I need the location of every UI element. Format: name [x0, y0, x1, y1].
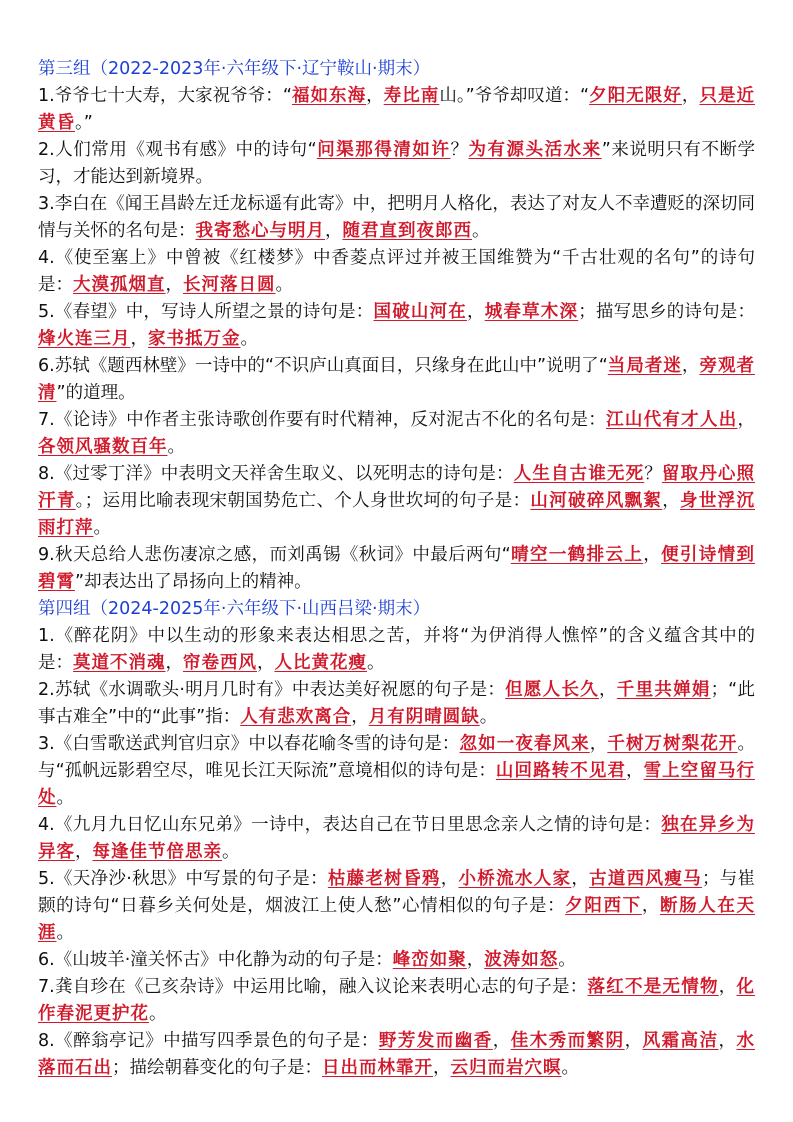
answer-text: 小桥流水人家: [458, 869, 572, 889]
question-text: ”来说明只有不断学习，才能达到新境界。: [38, 140, 756, 187]
question-text: ，: [599, 680, 617, 700]
answer-text: 大漠孤烟直: [73, 275, 166, 295]
question-item: [38, 812, 755, 866]
question-item: [38, 1028, 755, 1082]
question-text: ，: [718, 1031, 737, 1051]
question-text: ，: [681, 356, 700, 376]
answer-text: 莫道不消魂: [73, 653, 166, 673]
question-text: ，: [718, 977, 737, 997]
question-text: ，: [440, 869, 459, 889]
question-text: 。: [472, 221, 490, 241]
answer-text: 但愿人长久: [505, 680, 600, 700]
answer-text: 我寄愁心与明月: [195, 221, 325, 241]
question-text: 6.苏轼《题西林壁》一诗中的“不识庐山真面目，只缘身在此山中”说明了“: [38, 356, 608, 376]
question-text: 。: [56, 788, 74, 808]
question-text: ，: [165, 275, 183, 295]
question-text: ；描写思乡的诗句是：: [578, 302, 756, 322]
question-text: 。: [167, 437, 185, 457]
question-item: [38, 866, 755, 947]
group-title: 第三组（2022-2023年·六年级下·辽宁鞍山·期末）: [38, 59, 431, 79]
question-text: 。: [561, 1058, 579, 1078]
question-text: ，: [325, 221, 343, 241]
question-item: [38, 299, 755, 353]
answer-text: 落红不是无情物: [587, 977, 719, 997]
answer-text: 雪上空留马行处: [38, 761, 756, 808]
question-text: ，: [624, 1031, 643, 1051]
question-item: [38, 191, 755, 245]
question-text: 。与“孤帆远影碧空尽，唯见长江天际流”意境相似的诗句是：: [38, 734, 756, 781]
answer-text: 留取丹心照汗青: [38, 464, 756, 511]
answer-text: 千里共婵娟: [616, 680, 711, 700]
answer-text: 寿比南: [383, 86, 440, 106]
question-item: [38, 974, 755, 1028]
question-text: ”的道理。: [56, 383, 136, 403]
question-text: ，: [165, 653, 183, 673]
answer-text: 当局者迷: [607, 356, 682, 376]
answer-text: 忽如一夜春风来: [459, 734, 590, 754]
answer-text: 人有悲欢离合: [240, 707, 352, 727]
question-text: ，: [589, 734, 608, 754]
answer-text: 人生自古谁无死: [513, 464, 645, 484]
question-text: 山。”爷爷却叹道：“: [439, 86, 590, 106]
question-text: ，: [433, 1058, 451, 1078]
question-text: ；描绘朝暮变化的句子是：: [112, 1058, 322, 1078]
answer-text: 随君直到夜郎西: [342, 221, 472, 241]
question-text: ，: [351, 707, 369, 727]
question-item: [38, 83, 755, 137]
question-text: ，: [492, 1031, 511, 1051]
question-text: ，: [467, 302, 485, 322]
answer-text: 化作春泥更护花: [38, 977, 756, 1024]
question-text: 8.《醉翁亭记》中描写四季景色的句子是：: [38, 1031, 379, 1051]
question-text: ，: [681, 86, 700, 106]
answer-text: 峰峦如聚: [392, 950, 467, 970]
question-item: [38, 353, 755, 407]
answer-text: 波涛如怒: [484, 950, 559, 970]
question-text: ，: [737, 410, 755, 430]
question-text: ，: [626, 761, 644, 781]
question-text: ；与崔颢的诗句“日暮乡关何处是，烟波江上使人愁”心情相似的句子是：: [38, 869, 756, 916]
answer-text: 只是近黄昏: [38, 86, 756, 133]
question-text: 。: [479, 707, 498, 727]
question-text: 。: [240, 329, 258, 349]
answer-text: 断肠人在天涯: [38, 896, 756, 943]
question-text: 1.《醉花阴》中以生动的形象来表达相思之苦，并将“为伊消得人憔悴”的含义蕴含其中的是：: [38, 626, 755, 673]
answer-text: 千树万树梨花开: [607, 734, 738, 754]
question-text: ，: [257, 653, 275, 673]
answer-text: 为有源头活水来: [468, 140, 602, 160]
question-text: 。: [56, 923, 74, 943]
answer-text: 古道西风瘦马: [589, 869, 702, 889]
question-text: 3.《白雪歌送武判官归京》中以春花喻冬雪的诗句是：: [38, 734, 460, 754]
answer-text: 便引诗情到碧霄: [38, 545, 756, 592]
question-text: 4.《使至塞上》中曾被《红楼梦》中香菱点评过并被王国维赞为“千古壮观的名句”的诗句是：: [38, 248, 755, 295]
answer-text: 每逢佳节倍思亲: [92, 842, 222, 862]
question-text: 1.爷爷七十大寿，大家祝爷爷：“: [38, 86, 292, 106]
question-text: 2.人们常用《观书有感》中的诗句“: [38, 140, 317, 160]
question-text: ，: [641, 896, 660, 916]
question-item: [38, 407, 755, 461]
question-text: 5.《春望》中，写诗人所望之景的诗句是：: [38, 302, 374, 322]
answer-text: 江山代有才人出: [606, 410, 738, 430]
question-item: [38, 137, 755, 191]
answer-text: 烽火连三月: [38, 329, 131, 349]
question-item: [38, 947, 755, 974]
question-text: ，: [75, 842, 93, 862]
answer-text: 云归而岩穴暝: [450, 1058, 562, 1078]
question-text: ，: [130, 329, 148, 349]
question-item: [38, 731, 755, 812]
answer-text: 人比黄花瘦: [274, 653, 367, 673]
question-text: 3.李白在《闻王昌龄左迁龙标遥有此寄》中，把明月人格化，表达了对友人不幸遭贬的深切同情与关怀的名句是：: [38, 194, 755, 241]
answer-text: 山回路转不见君: [495, 761, 626, 781]
answer-text: 独在异乡为异客: [38, 815, 755, 862]
question-text: 8.《过零丁洋》中表明文天祥舍生取义、以死明志的诗句是：: [38, 464, 514, 484]
answer-text: 月有阴晴圆缺: [368, 707, 480, 727]
answer-text: 身世浮沉雨打萍: [38, 491, 756, 538]
answer-text: 福如东海: [291, 86, 367, 106]
answer-text: 长河落日圆: [183, 275, 276, 295]
question-text: ，: [366, 86, 384, 106]
answer-text: 佳木秀而繁阴: [510, 1031, 625, 1051]
question-text: ？: [644, 464, 662, 484]
answer-text: 城春草木深: [484, 302, 579, 322]
question-text: 5.《天净沙·秋思》中写景的句子是：: [38, 869, 328, 889]
answer-text: 问渠那得清如许: [316, 140, 451, 160]
question-text: ；“此事古难全”中的“此事”指：: [38, 680, 756, 727]
question-item: [38, 542, 755, 596]
question-text: 。: [367, 653, 385, 673]
answer-text: 野芳发而幽香: [378, 1031, 493, 1051]
answer-text: 晴空一鹤排云上: [510, 545, 644, 565]
answer-text: 夕阳西下: [565, 896, 642, 916]
question-text: ，: [662, 491, 681, 511]
question-text: 7.《论诗》中作者主张诗歌创作要有时代精神，反对泥古不化的名句是：: [38, 410, 607, 430]
answer-text: 夕阳无限好: [589, 86, 682, 106]
answer-text: 日出而林霏开: [322, 1058, 433, 1078]
question-text: ，: [466, 950, 485, 970]
question-item: [38, 623, 755, 677]
question-text: ，: [643, 545, 662, 565]
answer-text: 家书抵万金: [148, 329, 241, 349]
question-text: 4.《九月九日忆山东兄弟》一诗中，表达自己在节日里思念亲人之情的诗句是：: [38, 815, 662, 835]
question-text: 7.龚自珍在《己亥杂诗》中运用比喻，融入议论来表明心志的句子是：: [38, 977, 588, 997]
question-text: 。: [222, 842, 240, 862]
answer-text: 山河破碎风飘絮: [530, 491, 663, 511]
question-text: ”却表达出了昂扬向上的精神。: [75, 572, 312, 592]
question-item: [38, 461, 755, 542]
answer-text: 国破山河在: [373, 302, 467, 322]
question-text: ，: [571, 869, 590, 889]
question-text: 。；运用比喻表现宋朝国势危亡、个人身世坎坷的句子是：: [75, 491, 531, 511]
worksheet-content: [38, 56, 755, 1082]
answer-text: 枯藤老树昏鸦: [327, 869, 441, 889]
question-text: 6.《山坡羊·潼关怀古》中化静为动的句子是：: [38, 950, 393, 970]
question-text: 。: [149, 1004, 167, 1024]
question-item: [38, 245, 755, 299]
question-text: 2.苏轼《水调歌头·明月几时有》中表达美好祝愿的句子是：: [38, 680, 506, 700]
question-text: 。”: [75, 113, 93, 133]
answer-text: 水落而石出: [38, 1031, 756, 1078]
question-text: 。: [275, 275, 293, 295]
question-text: ？: [450, 140, 469, 160]
answer-text: 风霜高洁: [642, 1031, 719, 1051]
question-text: 。: [93, 518, 111, 538]
answer-text: 旁观者清: [38, 356, 756, 403]
group-title: 第四组（2024-2025年·六年级下·山西吕梁·期末）: [38, 599, 431, 619]
answer-text: 帘卷西风: [183, 653, 257, 673]
question-text: 。: [558, 950, 576, 970]
question-item: [38, 677, 755, 731]
question-text: 9.秋天总给人悲伤凄凉之感，而刘禹锡《秋词》中最后两句“: [38, 545, 511, 565]
answer-text: 各领风骚数百年: [38, 437, 168, 457]
